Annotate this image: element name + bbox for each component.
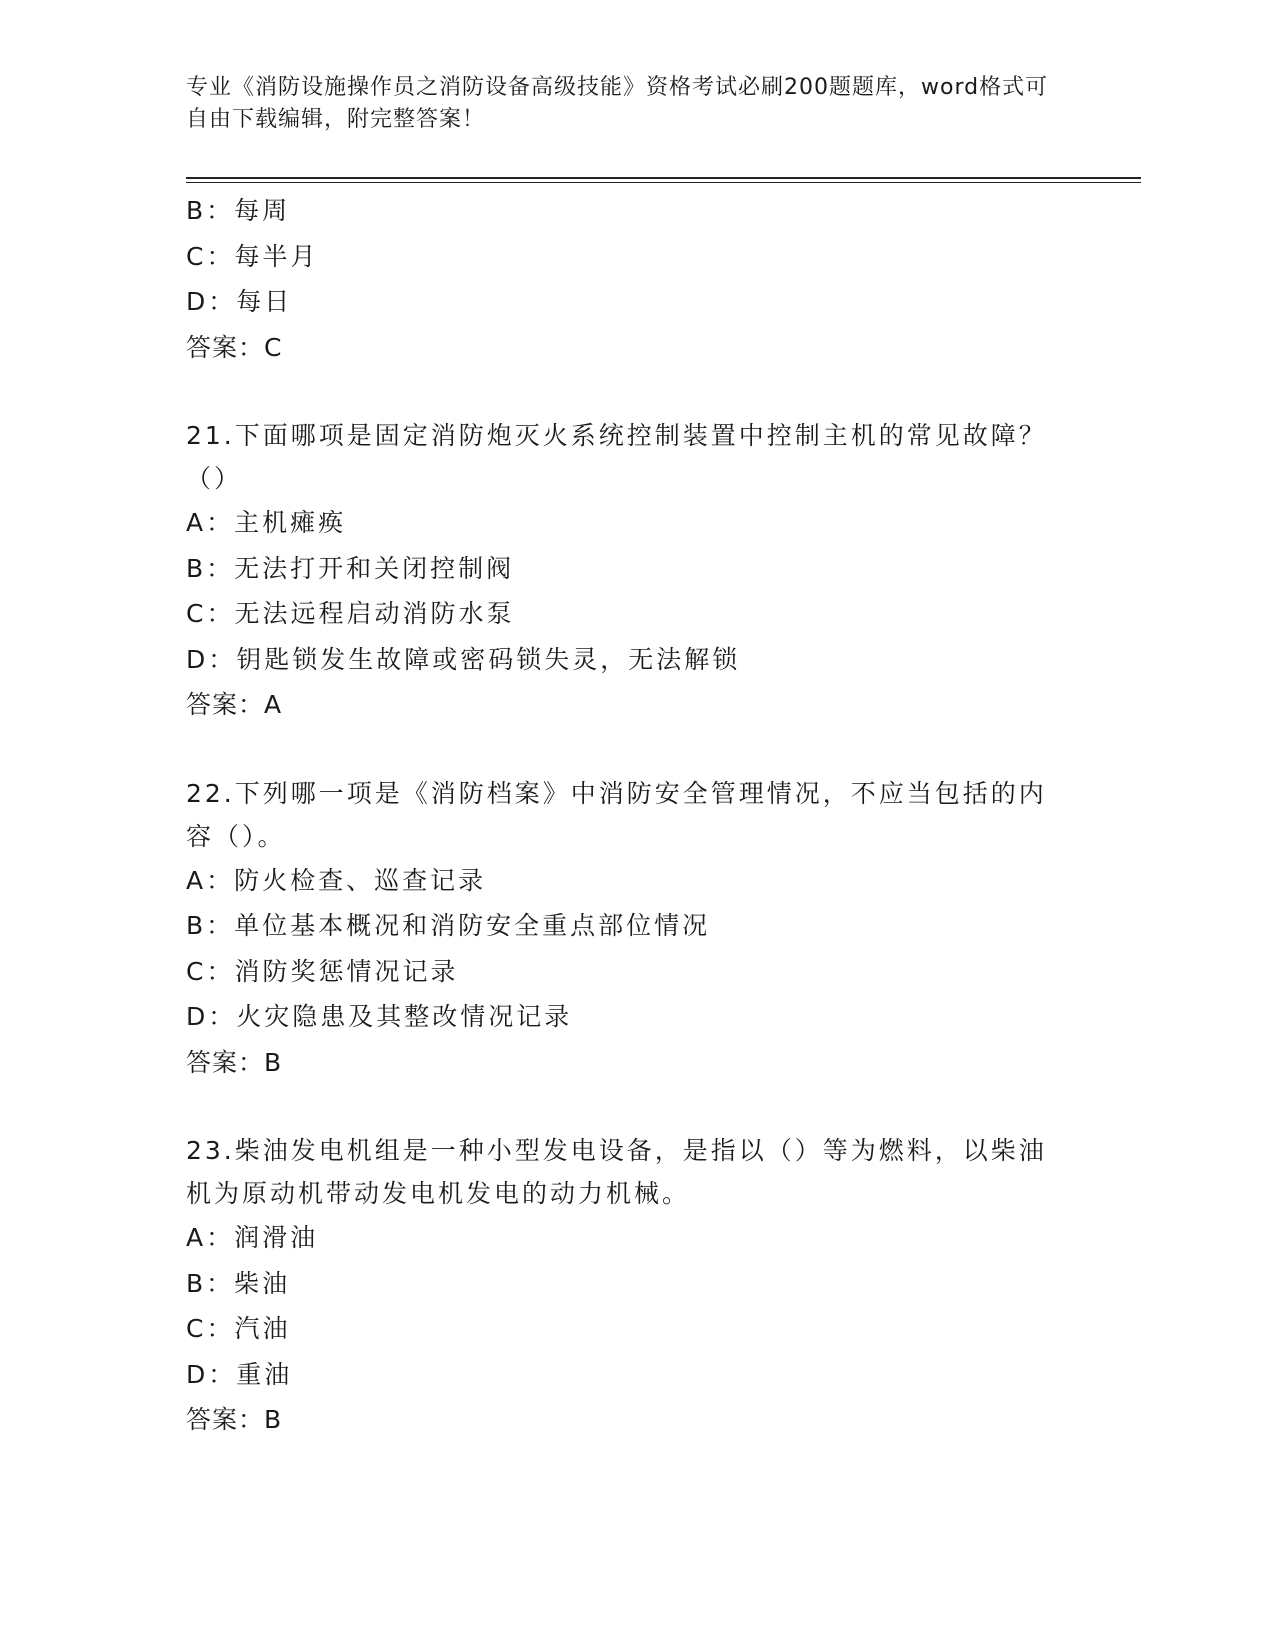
option-c: C：汽油 [186,1314,291,1343]
option-b: B：柴油 [186,1268,291,1298]
header-divider-thin [186,182,1141,183]
question-content [186,188,1066,1443]
option-d: D：重油 [186,1359,293,1389]
option-d: D：每日 [186,287,293,316]
option-c: C：消防奖惩情况记录 [186,956,459,986]
question-stem: 23.柴油发电机组是一种小型发电设备，是指以（）等为燃料，以柴油机为原动机带动发电机发电的动力机械。 [186,1136,1047,1208]
question-22 [186,772,1066,1086]
option-b: B：无法打开和关闭控制阀 [186,553,515,583]
option-b: B：每周 [186,196,291,225]
option-a: A：防火检查、巡查记录 [186,865,487,895]
document-header: 专业《消防设施操作员之消防设备高级技能》资格考试必刷200题题库，word格式可自由下载编辑，附完整答案！ [186,75,1049,132]
answer-line: 答案：A [186,690,283,719]
answer-line: 答案：C [186,332,283,362]
option-d: D：火灾隐患及其整改情况记录 [186,1002,573,1031]
option-c: C：每半月 [186,241,319,271]
option-a: A：主机瘫痪 [186,508,347,537]
option-a: A：润滑油 [186,1223,319,1252]
option-d: D：钥匙锁发生故障或密码锁失灵，无法解锁 [186,644,741,674]
header-divider [186,177,1141,179]
option-b: B：单位基本概况和消防安全重点部位情况 [186,911,711,940]
question-21 [186,414,1066,728]
question-stem: 21.下面哪项是固定消防炮灭火系统控制装置中控制主机的常见故障？（） [186,421,1047,493]
question-stem: 22.下列哪一项是《消防档案》中消防安全管理情况，不应当包括的内容（）。 [186,778,1047,851]
answer-line: 答案：B [186,1405,283,1434]
question-23 [186,1129,1066,1443]
answer-line: 答案：B [186,1047,283,1077]
option-c: C：无法远程启动消防水泵 [186,599,515,628]
continued-question [186,188,1066,370]
